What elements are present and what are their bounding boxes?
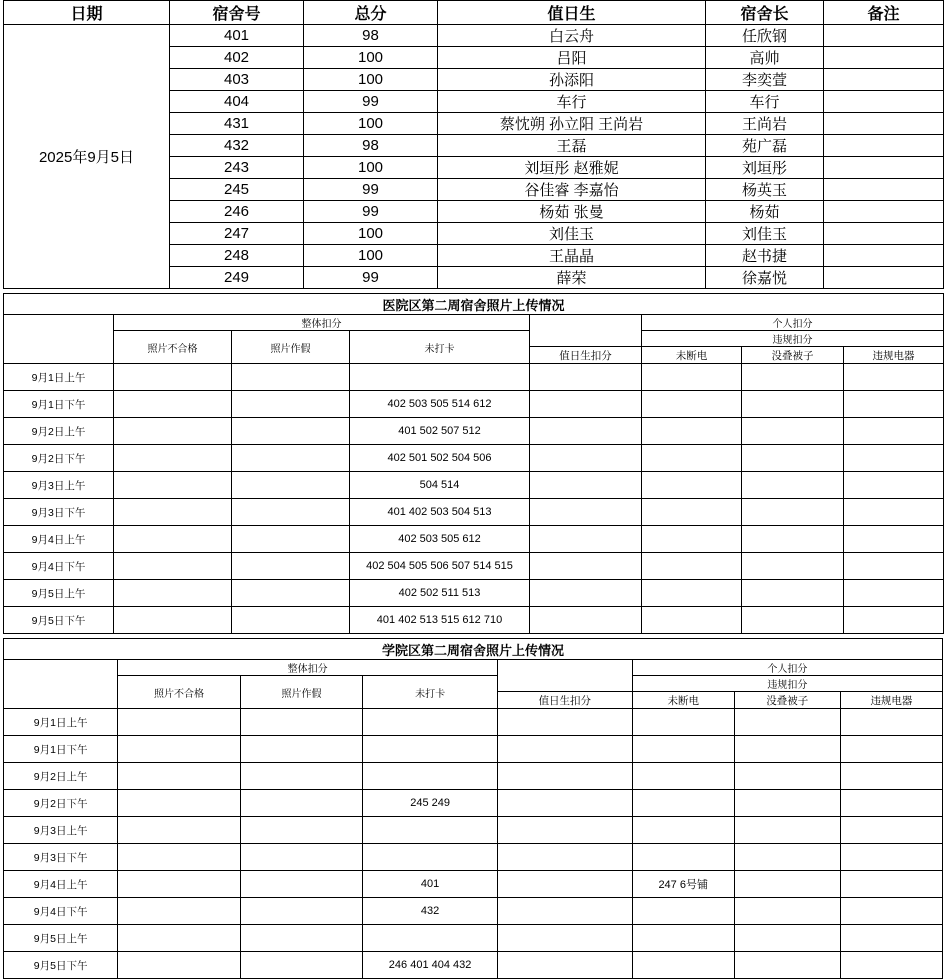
cell-unmade-bed [742, 499, 844, 526]
table-row [4, 580, 944, 607]
cell-photo-fake [232, 391, 350, 418]
head-cell: 苑广磊 [706, 135, 824, 157]
cell-no-power-off: 247 6号铺 [632, 871, 734, 898]
spacer-cell [497, 660, 632, 692]
head-cell: 杨英玉 [706, 179, 824, 201]
cell-no-power-off [632, 817, 734, 844]
cell-duty-deduction [497, 871, 632, 898]
score-cell: 98 [304, 25, 438, 47]
group-header-row [4, 660, 943, 676]
cell-illegal-appliance [840, 898, 942, 925]
cell-photo-fake [240, 790, 362, 817]
header-head: 宿舍长 [706, 1, 824, 25]
header-room: 宿舍号 [170, 1, 304, 25]
cell-no-power-off [642, 364, 742, 391]
cell-unmade-bed [742, 526, 844, 553]
cell-not-clocked: 401 402 513 515 612 710 [350, 607, 530, 634]
cell-duty-deduction [530, 418, 642, 445]
table-row [4, 364, 944, 391]
cell-photo-unqualified [118, 952, 240, 979]
room-cell: 248 [170, 245, 304, 267]
row-label: 9月5日下午 [4, 952, 118, 979]
cell-photo-fake [240, 844, 362, 871]
sub-photo-unqualified: 照片不合格 [118, 676, 240, 709]
cell-photo-fake [232, 580, 350, 607]
cell-unmade-bed [742, 553, 844, 580]
cell-not-clocked [363, 925, 498, 952]
table-row [4, 763, 943, 790]
table-row [4, 790, 943, 817]
cell-not-clocked: 402 501 502 504 506 [350, 445, 530, 472]
score-cell: 99 [304, 267, 438, 289]
cell-unmade-bed [742, 472, 844, 499]
table-row [4, 472, 944, 499]
header-date: 日期 [4, 1, 170, 25]
sub-unmade-bed: 没叠被子 [734, 692, 840, 709]
cell-not-clocked: 432 [363, 898, 498, 925]
table-row [4, 709, 943, 736]
note-cell [824, 179, 944, 201]
cell-illegal-appliance [840, 844, 942, 871]
cell-photo-fake [240, 817, 362, 844]
cell-duty-deduction [530, 445, 642, 472]
cell-duty-deduction [497, 736, 632, 763]
row-label: 9月2日下午 [4, 445, 114, 472]
cell-photo-unqualified [118, 763, 240, 790]
duty-cell: 车行 [438, 91, 706, 113]
table-row [4, 925, 943, 952]
note-cell [824, 157, 944, 179]
sub-photo-fake: 照片作假 [240, 676, 362, 709]
cell-no-power-off [642, 499, 742, 526]
cell-duty-deduction [530, 499, 642, 526]
score-cell: 100 [304, 47, 438, 69]
room-cell: 402 [170, 47, 304, 69]
duty-cell: 谷佳睿 李嘉怡 [438, 179, 706, 201]
cell-not-clocked: 402 503 505 514 612 [350, 391, 530, 418]
row-label: 9月1日上午 [4, 709, 118, 736]
table-row [4, 445, 944, 472]
row-label: 9月2日下午 [4, 790, 118, 817]
cell-photo-unqualified [118, 817, 240, 844]
duty-score-table [3, 0, 944, 289]
cell-photo-fake [232, 607, 350, 634]
cell-photo-fake [240, 925, 362, 952]
cell-unmade-bed [734, 790, 840, 817]
table-row [4, 607, 944, 634]
note-cell [824, 201, 944, 223]
sub-duty-deduction: 值日生扣分 [530, 347, 642, 364]
row-label: 9月5日上午 [4, 580, 114, 607]
score-cell: 100 [304, 157, 438, 179]
note-cell [824, 267, 944, 289]
duty-cell: 王磊 [438, 135, 706, 157]
cell-photo-unqualified [114, 364, 232, 391]
note-cell [824, 69, 944, 91]
spacer-cell [530, 315, 642, 347]
row-label: 9月3日下午 [4, 499, 114, 526]
cell-duty-deduction [530, 364, 642, 391]
cell-duty-deduction [497, 763, 632, 790]
cell-unmade-bed [742, 391, 844, 418]
cell-photo-unqualified [118, 736, 240, 763]
row-label: 9月4日上午 [4, 526, 114, 553]
cell-photo-fake [232, 526, 350, 553]
cell-not-clocked: 401 [363, 871, 498, 898]
score-cell: 98 [304, 135, 438, 157]
table-row [4, 391, 944, 418]
cell-unmade-bed [742, 418, 844, 445]
room-cell: 243 [170, 157, 304, 179]
head-cell: 刘垣彤 [706, 157, 824, 179]
note-cell [824, 113, 944, 135]
cell-not-clocked: 245 249 [363, 790, 498, 817]
cell-duty-deduction [497, 898, 632, 925]
cell-photo-fake [240, 952, 362, 979]
cell-unmade-bed [742, 580, 844, 607]
row-label: 9月1日下午 [4, 391, 114, 418]
cell-no-power-off [642, 472, 742, 499]
cell-illegal-appliance [840, 709, 942, 736]
sub-photo-fake: 照片作假 [232, 331, 350, 364]
row-label: 9月3日下午 [4, 844, 118, 871]
college-section [0, 638, 948, 979]
head-cell: 王尚岩 [706, 113, 824, 135]
cell-illegal-appliance [844, 472, 944, 499]
cell-illegal-appliance [844, 553, 944, 580]
cell-illegal-appliance [844, 526, 944, 553]
cell-photo-unqualified [114, 418, 232, 445]
row-label: 9月4日下午 [4, 898, 118, 925]
sub-not-clocked: 未打卡 [350, 331, 530, 364]
room-cell: 249 [170, 267, 304, 289]
cell-photo-fake [240, 898, 362, 925]
note-cell [824, 47, 944, 69]
cell-not-clocked [363, 763, 498, 790]
cell-not-clocked: 504 514 [350, 472, 530, 499]
duty-cell: 薛荣 [438, 267, 706, 289]
group-overall: 整体扣分 [118, 660, 498, 676]
cell-not-clocked: 246 401 404 432 [363, 952, 498, 979]
sub-illegal-appliance: 违规电器 [840, 692, 942, 709]
group-personal: 个人扣分 [632, 660, 942, 676]
cell-duty-deduction [530, 553, 642, 580]
cell-not-clocked [363, 709, 498, 736]
cell-duty-deduction [530, 607, 642, 634]
note-cell [824, 135, 944, 157]
cell-unmade-bed [734, 736, 840, 763]
duty-cell: 杨茹 张曼 [438, 201, 706, 223]
cell-photo-fake [232, 418, 350, 445]
cell-photo-fake [240, 871, 362, 898]
cell-unmade-bed [734, 817, 840, 844]
header-duty: 值日生 [438, 1, 706, 25]
score-cell: 99 [304, 91, 438, 113]
cell-unmade-bed [734, 952, 840, 979]
cell-no-power-off [632, 898, 734, 925]
cell-unmade-bed [734, 871, 840, 898]
date-cell: 2025年9月5日 [4, 25, 170, 289]
cell-illegal-appliance [844, 580, 944, 607]
score-cell: 99 [304, 179, 438, 201]
cell-not-clocked: 401 402 503 504 513 [350, 499, 530, 526]
duty-cell: 刘佳玉 [438, 223, 706, 245]
head-cell: 徐嘉悦 [706, 267, 824, 289]
score-cell: 100 [304, 245, 438, 267]
cell-no-power-off [632, 925, 734, 952]
room-cell: 432 [170, 135, 304, 157]
table-row [4, 526, 944, 553]
sub-no-power-off: 未断电 [632, 692, 734, 709]
group-violation: 违规扣分 [632, 676, 942, 692]
row-label: 9月3日上午 [4, 472, 114, 499]
row-label: 9月1日上午 [4, 364, 114, 391]
note-cell [824, 223, 944, 245]
header-score: 总分 [304, 1, 438, 25]
cell-illegal-appliance [840, 871, 942, 898]
sub-no-power-off: 未断电 [642, 347, 742, 364]
cell-unmade-bed [734, 763, 840, 790]
header-note: 备注 [824, 1, 944, 25]
cell-duty-deduction [497, 817, 632, 844]
corner-cell [4, 660, 118, 709]
cell-no-power-off [642, 607, 742, 634]
duty-cell: 孙添阳 [438, 69, 706, 91]
cell-illegal-appliance [840, 925, 942, 952]
cell-photo-unqualified [114, 499, 232, 526]
cell-no-power-off [642, 445, 742, 472]
row-label: 9月5日上午 [4, 925, 118, 952]
cell-photo-unqualified [118, 790, 240, 817]
cell-photo-unqualified [114, 445, 232, 472]
cell-no-power-off [642, 391, 742, 418]
row-label: 9月2日上午 [4, 418, 114, 445]
cell-photo-unqualified [118, 925, 240, 952]
cell-not-clocked [350, 364, 530, 391]
cell-photo-unqualified [114, 607, 232, 634]
sub-unmade-bed: 没叠被子 [742, 347, 844, 364]
cell-duty-deduction [530, 472, 642, 499]
cell-no-power-off [632, 709, 734, 736]
cell-photo-unqualified [114, 526, 232, 553]
duty-cell: 白云舟 [438, 25, 706, 47]
score-cell: 100 [304, 223, 438, 245]
duty-cell: 刘垣彤 赵雅妮 [438, 157, 706, 179]
cell-unmade-bed [734, 709, 840, 736]
head-cell: 刘佳玉 [706, 223, 824, 245]
cell-illegal-appliance [844, 364, 944, 391]
corner-cell [4, 315, 114, 364]
cell-unmade-bed [742, 607, 844, 634]
cell-photo-unqualified [118, 898, 240, 925]
college-photo-table [3, 638, 943, 979]
cell-not-clocked [363, 817, 498, 844]
table-row [4, 898, 943, 925]
group-sub-row [4, 676, 943, 692]
cell-photo-unqualified [118, 871, 240, 898]
cell-duty-deduction [530, 526, 642, 553]
cell-not-clocked: 402 502 511 513 [350, 580, 530, 607]
head-cell: 李奕萱 [706, 69, 824, 91]
table-header-row [4, 1, 944, 25]
cell-photo-fake [240, 763, 362, 790]
cell-illegal-appliance [844, 607, 944, 634]
cell-duty-deduction [497, 952, 632, 979]
table-row [4, 553, 944, 580]
row-label: 9月5日下午 [4, 607, 114, 634]
cell-unmade-bed [734, 844, 840, 871]
group-personal: 个人扣分 [642, 315, 944, 331]
head-cell: 任欣钢 [706, 25, 824, 47]
table-row [4, 952, 943, 979]
cell-photo-unqualified [114, 580, 232, 607]
head-cell: 赵书捷 [706, 245, 824, 267]
cell-not-clocked [363, 736, 498, 763]
room-cell: 404 [170, 91, 304, 113]
cell-unmade-bed [742, 445, 844, 472]
cell-photo-unqualified [114, 472, 232, 499]
table-row [4, 736, 943, 763]
cell-photo-fake [232, 553, 350, 580]
duty-cell: 王晶晶 [438, 245, 706, 267]
cell-no-power-off [642, 418, 742, 445]
row-label: 9月4日下午 [4, 553, 114, 580]
cell-no-power-off [632, 763, 734, 790]
duty-cell: 蔡忱朔 孙立阳 王尚岩 [438, 113, 706, 135]
group-header-row [4, 315, 944, 331]
room-cell: 431 [170, 113, 304, 135]
hospital-section [0, 293, 948, 634]
cell-photo-unqualified [114, 553, 232, 580]
room-cell: 403 [170, 69, 304, 91]
duty-cell: 吕阳 [438, 47, 706, 69]
head-cell: 高帅 [706, 47, 824, 69]
row-label: 9月1日下午 [4, 736, 118, 763]
sub-illegal-appliance: 违规电器 [844, 347, 944, 364]
cell-no-power-off [632, 952, 734, 979]
cell-photo-fake [232, 499, 350, 526]
row-label: 9月3日上午 [4, 817, 118, 844]
room-cell: 247 [170, 223, 304, 245]
cell-illegal-appliance [844, 418, 944, 445]
cell-no-power-off [632, 844, 734, 871]
head-cell: 杨茹 [706, 201, 824, 223]
cell-illegal-appliance [840, 952, 942, 979]
note-cell [824, 25, 944, 47]
table-row [4, 499, 944, 526]
cell-photo-fake [232, 364, 350, 391]
sub-photo-unqualified: 照片不合格 [114, 331, 232, 364]
table-row [4, 25, 944, 47]
cell-duty-deduction [497, 925, 632, 952]
cell-no-power-off [632, 736, 734, 763]
sub-not-clocked: 未打卡 [363, 676, 498, 709]
section-title-row [4, 294, 944, 315]
section-title-row [4, 639, 943, 660]
score-cell: 100 [304, 69, 438, 91]
room-cell: 401 [170, 25, 304, 47]
score-cell: 100 [304, 113, 438, 135]
hospital-photo-table [3, 293, 944, 634]
cell-duty-deduction [497, 844, 632, 871]
cell-no-power-off [632, 790, 734, 817]
cell-unmade-bed [734, 898, 840, 925]
cell-duty-deduction [530, 580, 642, 607]
cell-illegal-appliance [844, 445, 944, 472]
cell-no-power-off [642, 580, 742, 607]
note-cell [824, 245, 944, 267]
cell-illegal-appliance [844, 391, 944, 418]
cell-not-clocked [363, 844, 498, 871]
head-cell: 车行 [706, 91, 824, 113]
college-title: 学院区第二周宿舍照片上传情况 [4, 639, 943, 660]
cell-unmade-bed [742, 364, 844, 391]
cell-not-clocked: 402 503 505 612 [350, 526, 530, 553]
cell-no-power-off [642, 526, 742, 553]
table-row [4, 418, 944, 445]
note-cell [824, 91, 944, 113]
cell-illegal-appliance [840, 736, 942, 763]
cell-illegal-appliance [844, 499, 944, 526]
table-row [4, 871, 943, 898]
sub-duty-deduction: 值日生扣分 [497, 692, 632, 709]
cell-photo-unqualified [118, 709, 240, 736]
cell-illegal-appliance [840, 790, 942, 817]
group-sub-row [4, 331, 944, 347]
cell-photo-unqualified [118, 844, 240, 871]
cell-photo-fake [240, 709, 362, 736]
cell-photo-unqualified [114, 391, 232, 418]
group-violation: 违规扣分 [642, 331, 944, 347]
cell-not-clocked: 402 504 505 506 507 514 515 [350, 553, 530, 580]
cell-photo-fake [232, 472, 350, 499]
cell-photo-fake [240, 736, 362, 763]
cell-no-power-off [642, 553, 742, 580]
room-cell: 245 [170, 179, 304, 201]
group-overall: 整体扣分 [114, 315, 530, 331]
row-label: 9月2日上午 [4, 763, 118, 790]
table-row [4, 817, 943, 844]
cell-photo-fake [232, 445, 350, 472]
table-row [4, 844, 943, 871]
cell-unmade-bed [734, 925, 840, 952]
cell-duty-deduction [497, 709, 632, 736]
room-cell: 246 [170, 201, 304, 223]
cell-not-clocked: 401 502 507 512 [350, 418, 530, 445]
row-label: 9月4日上午 [4, 871, 118, 898]
hospital-title: 医院区第二周宿舍照片上传情况 [4, 294, 944, 315]
cell-duty-deduction [497, 790, 632, 817]
score-cell: 99 [304, 201, 438, 223]
cell-illegal-appliance [840, 763, 942, 790]
cell-duty-deduction [530, 391, 642, 418]
cell-illegal-appliance [840, 817, 942, 844]
